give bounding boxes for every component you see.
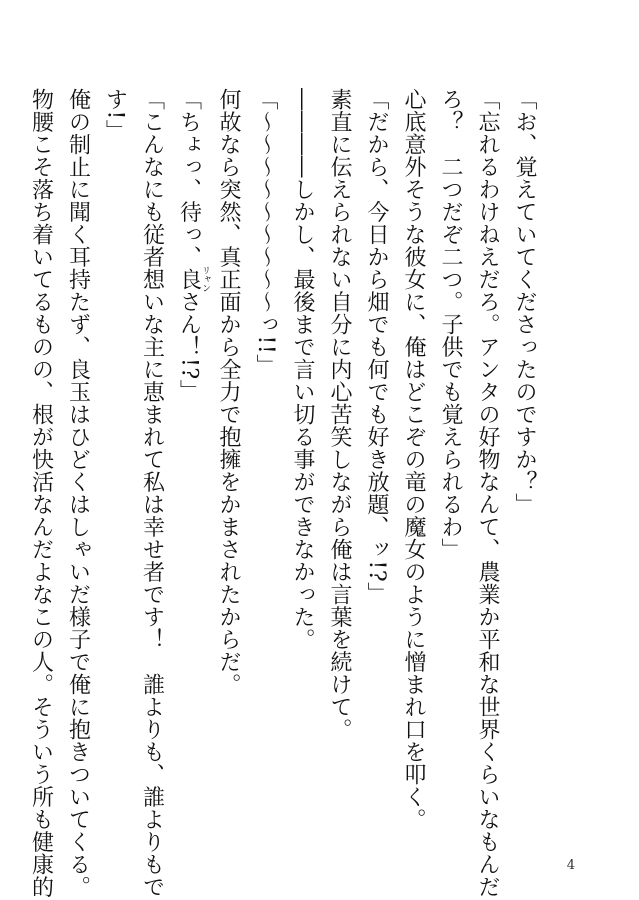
text-line-5: 「だから、今日から畑でも何でも好き放題、ッ!?」 [364,88,389,605]
text-line-10-head: 「ちょっ、待っ、 [176,88,202,268]
text-line-7: ――――しかし、最後まで言い切る事ができなかった。 [290,88,315,651]
text-line-1: 「お、覚えていてくださったのですか？」 [512,88,537,516]
text-line-2: 「忘れるわけねえだろ。アンタの好物なんて、農業か平和な世界くらいなもんだ [475,88,500,898]
text-line-6: 素直に伝えられない自分に内心苦笑しながら俺は言葉を続けて。 [327,88,352,741]
text-line-13: 俺の制止に聞く耳持たず、良玉はひどくはしゃいだ様子で俺に抱きついてくる。 [65,88,91,898]
text-line-10-tail: さん！!?」 [176,290,202,403]
ruby-reading: リャン [200,265,210,293]
text-line-8: 「〜〜〜〜〜〜〜〜〜っ!!」 [253,88,278,377]
text-line-14: 物腰こそ落ち着いてるものの、根が快活なんだよなこの人。そういう所も健康的 [28,88,54,898]
vertical-text-body [23,88,544,898]
name-ruby [176,265,210,293]
page-number: 4 [566,858,575,873]
ruby-base: 良 [176,265,202,293]
text-line-10 [171,88,211,848]
text-line-11: 「こんなにも従者想いな主に恵まれて私は幸せ者です！ 誰よりも、誰よりもで [139,88,165,898]
text-line-12: す!」 [102,88,128,143]
text-line-4: 心底意外そうな彼女に、俺はどこぞの竜の魔女のように憎まれ口を叩く。 [401,88,426,831]
text-line-3: ろ？ 二つだぞ二つ。子供でも覚えられるわ」 [438,88,463,561]
text-line-9: 何故なら突然、真正面から全力で抱擁をかまされたからだ。 [216,88,241,696]
